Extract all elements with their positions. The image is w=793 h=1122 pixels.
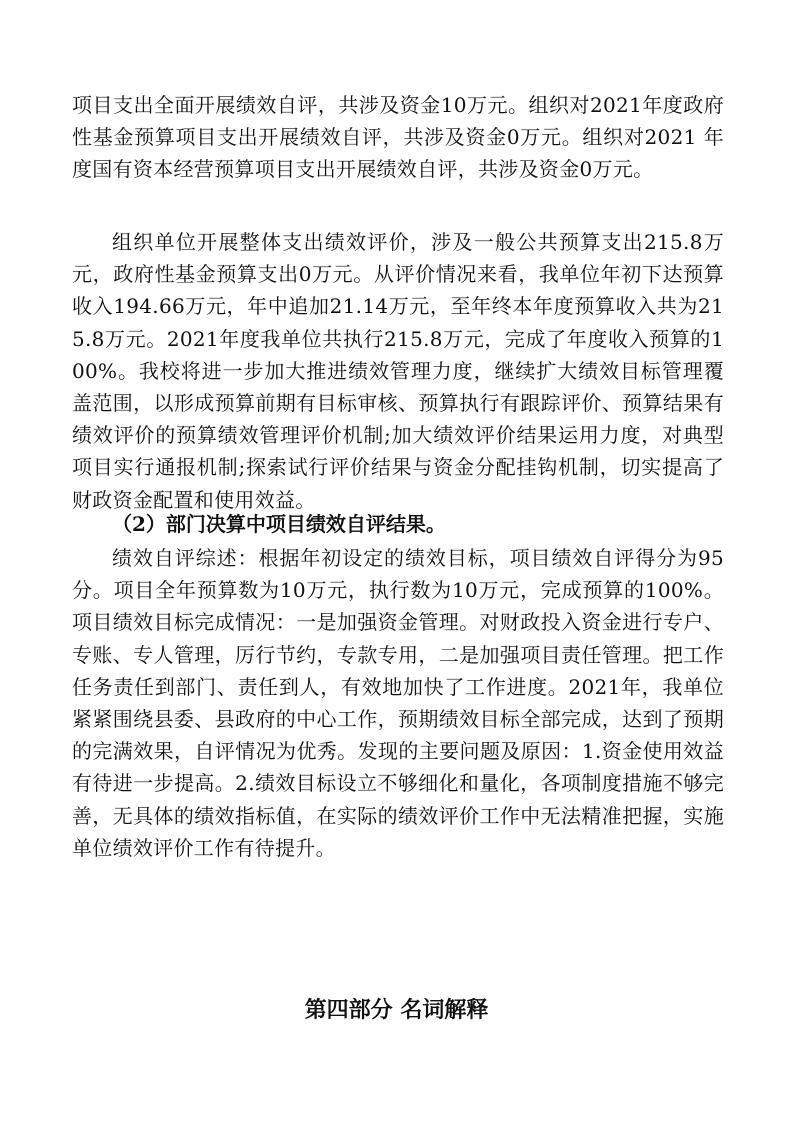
paragraph-self-evaluation-summary: 绩效自评综述：根据年初设定的绩效目标，项目绩效自评得分为95分。项目全年预算数为10万元，执行数为10万元，完成预算的100%。项目绩效目标完成情况：一是加强资金管理。对财政投入资金进行专户、专账、专人管理，厉行节约，专款专用，二是加强项目责任管理。把工作任务责任到部门、责任到人，有效地加快了工作进度。2021年，我单位紧紧围绕县委、县政府的中心工作，预期绩效目标全部完成，达到了预期的完满效果，自评情况为优秀。发现的主要问题及原因：1.资金使用效益有待进一步提高。2.绩效目标设立不够细化和量化，各项制度措施不够完善，无具体的绩效指标值，在实际的绩效评价工作中无法精准把握，实施单位绩效评价工作有待提升。 — [72, 546, 724, 860]
section-heading-project-results: （2）部门决算中项目绩效自评结果。 — [112, 512, 446, 536]
paragraph-overall-expenditure-evaluation: 组织单位开展整体支出绩效评价，涉及一般公共预算支出215.8万元，政府性基金预算支出0万元。从评价情况来看，我单位年初下达预算收入194.66万元，年中追加21.14万元，至年终本年度预算收入共为215.8万元。2021年度我单位共执行215.8万元，完成了年度收入预算的100%。我校将进一步加大推进绩效管理力度，继续扩大绩效目标管理覆盖范围，以形成预算前期有目标审核、预算执行有跟踪评价、预算结果有绩效评价的预算绩效管理评价机制;加大绩效评价结果运用力度，对典型项目实行通报机制;探索试行评价结果与资金分配挂钩机制，切实提高了财政资金配置和使用效益。 — [72, 230, 724, 512]
part-title: 第四部分 名词解释 — [304, 997, 489, 1023]
paragraph-self-evaluation-scope: 项目支出全面开展绩效自评，共涉及资金10万元。组织对2021年度政府性基金预算项目支出开展绩效自评，共涉及资金0万元。组织对2021 年度国有资本经营预算项目支出开展绩效自评，共涉及资金0万元。 — [72, 93, 724, 182]
